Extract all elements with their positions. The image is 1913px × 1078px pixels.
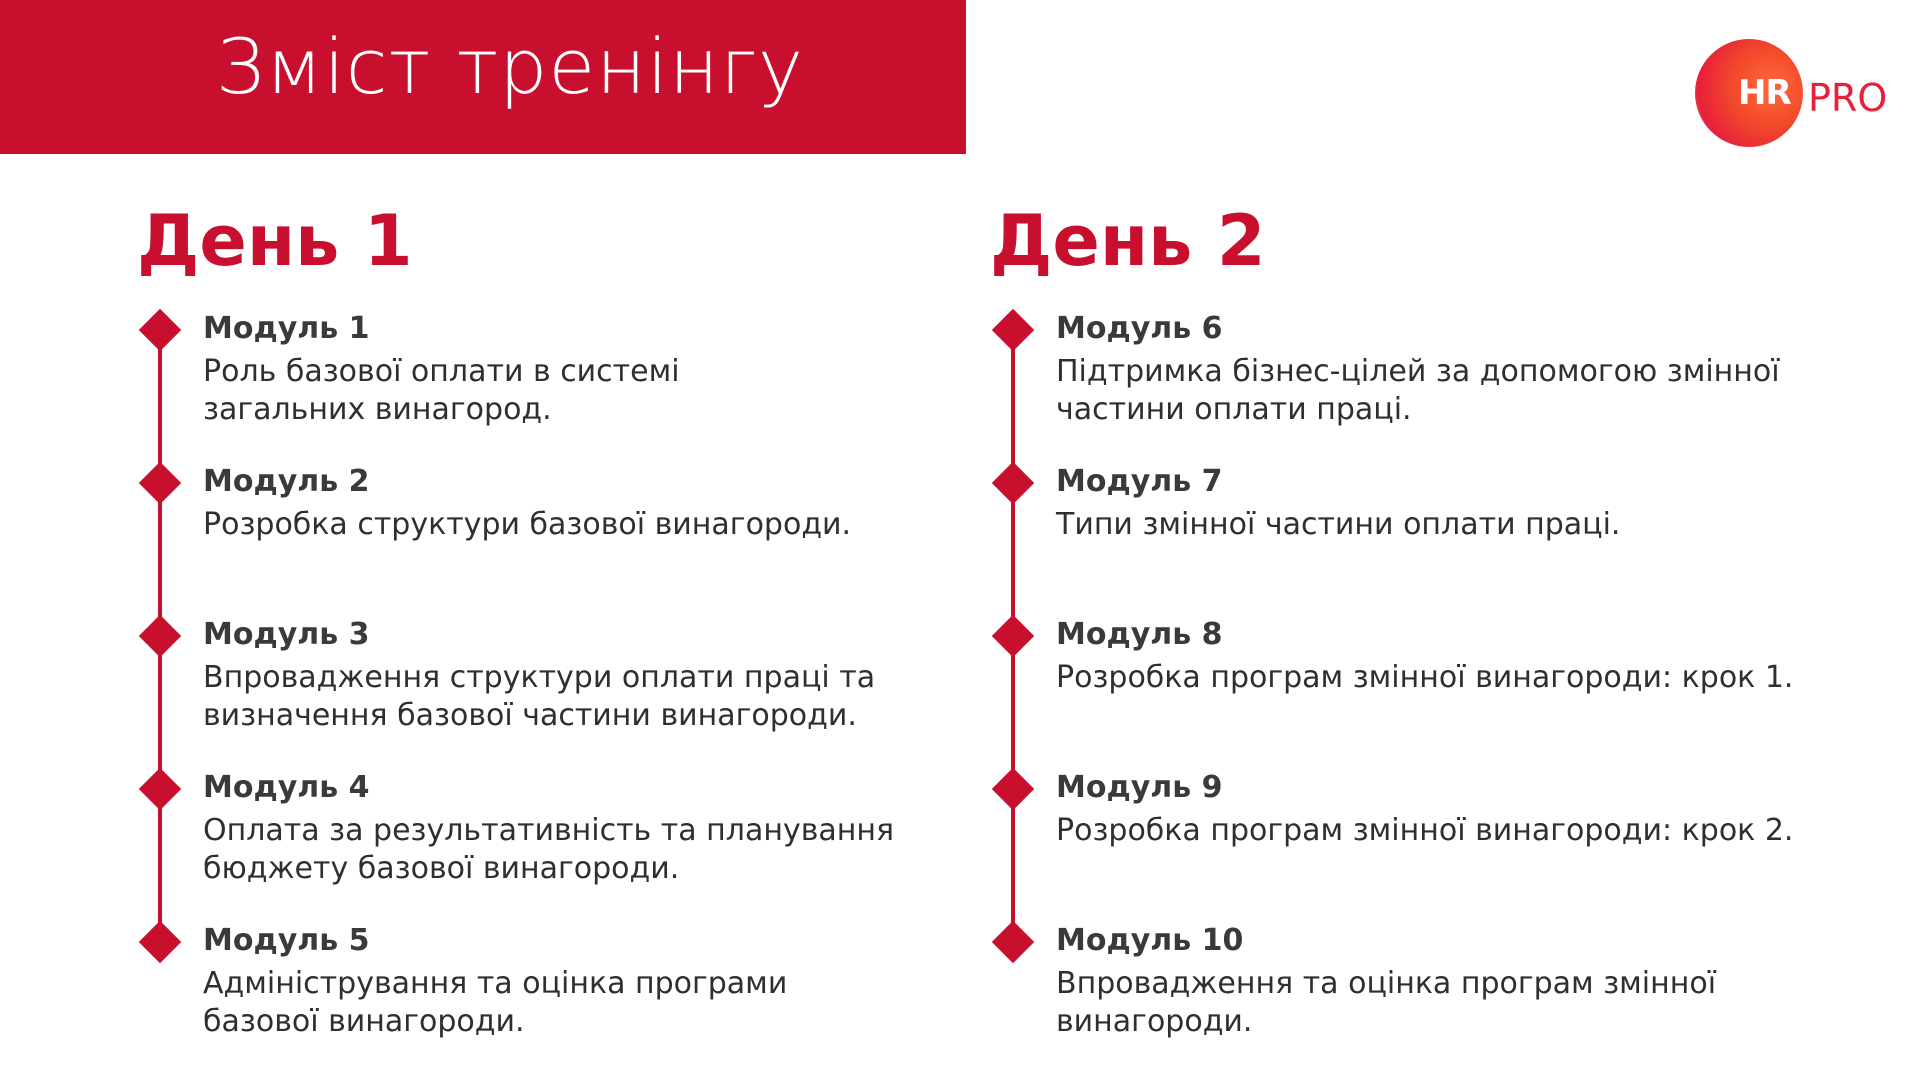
module-title: Модуль 3 [203,617,370,652]
day2-module8-marker [992,615,1034,657]
day2-heading: День 2 [990,200,1266,282]
day1-module-5 [203,921,923,1041]
day2-module-7 [1056,462,1856,544]
module-title: Модуль 7 [1056,464,1223,499]
module-text: Підтримка бізнес-цілей за допомогою змінної частини оплати праці. [1056,354,1780,427]
module-text: Розробка структури базової винагороди. [203,507,852,542]
day1-module3-marker [139,615,181,657]
day1-module-1 [203,309,923,429]
module-title: Модуль 9 [1056,770,1223,805]
module-text: Роль базової оплати в системі загальних винагород. [203,354,680,427]
module-text: Розробка програм змінної винагороди: крок 1. [1056,660,1794,695]
module-text: Типи змінної частини оплати праці. [1056,507,1621,542]
day2-module-6 [1056,309,1856,429]
day2-module-9 [1056,768,1856,850]
day1-module2-marker [139,462,181,504]
day2-module7-marker [992,462,1034,504]
day1-heading: День 1 [137,200,413,282]
day2-module-8 [1056,615,1856,697]
module-text: Оплата за результативність та планування бюджету базової винагороди. [203,813,895,886]
day2-module10-marker [992,921,1034,963]
day1-module1-marker [139,309,181,351]
module-title: Модуль 4 [203,770,370,805]
day1-module-4 [203,768,923,888]
module-text: Адміністрування та оцінка програми базової винагороди. [203,966,788,1039]
day1-module-2 [203,462,923,544]
day2-module9-marker [992,768,1034,810]
module-title: Модуль 5 [203,923,370,958]
day1-module4-marker [139,768,181,810]
module-title: Модуль 10 [1056,923,1244,958]
module-title: Модуль 8 [1056,617,1223,652]
logo-mark: HR [1738,73,1791,113]
day2-module-10 [1056,921,1856,1041]
day1-module5-marker [139,921,181,963]
logo-text: PRO [1808,76,1888,120]
module-title: Модуль 1 [203,311,370,346]
day2-module6-marker [992,309,1034,351]
hr-pro-logo [1695,39,1895,149]
page-title: Зміст тренінгу [216,22,804,111]
module-text: Розробка програм змінної винагороди: крок 2. [1056,813,1794,848]
module-title: Модуль 2 [203,464,370,499]
day1-module-3 [203,615,923,735]
module-title: Модуль 6 [1056,311,1223,346]
module-text: Впровадження структури оплати праці та визначення базової частини винагороди. [203,660,876,733]
module-text: Впровадження та оцінка програм змінної винагороди. [1056,966,1717,1039]
